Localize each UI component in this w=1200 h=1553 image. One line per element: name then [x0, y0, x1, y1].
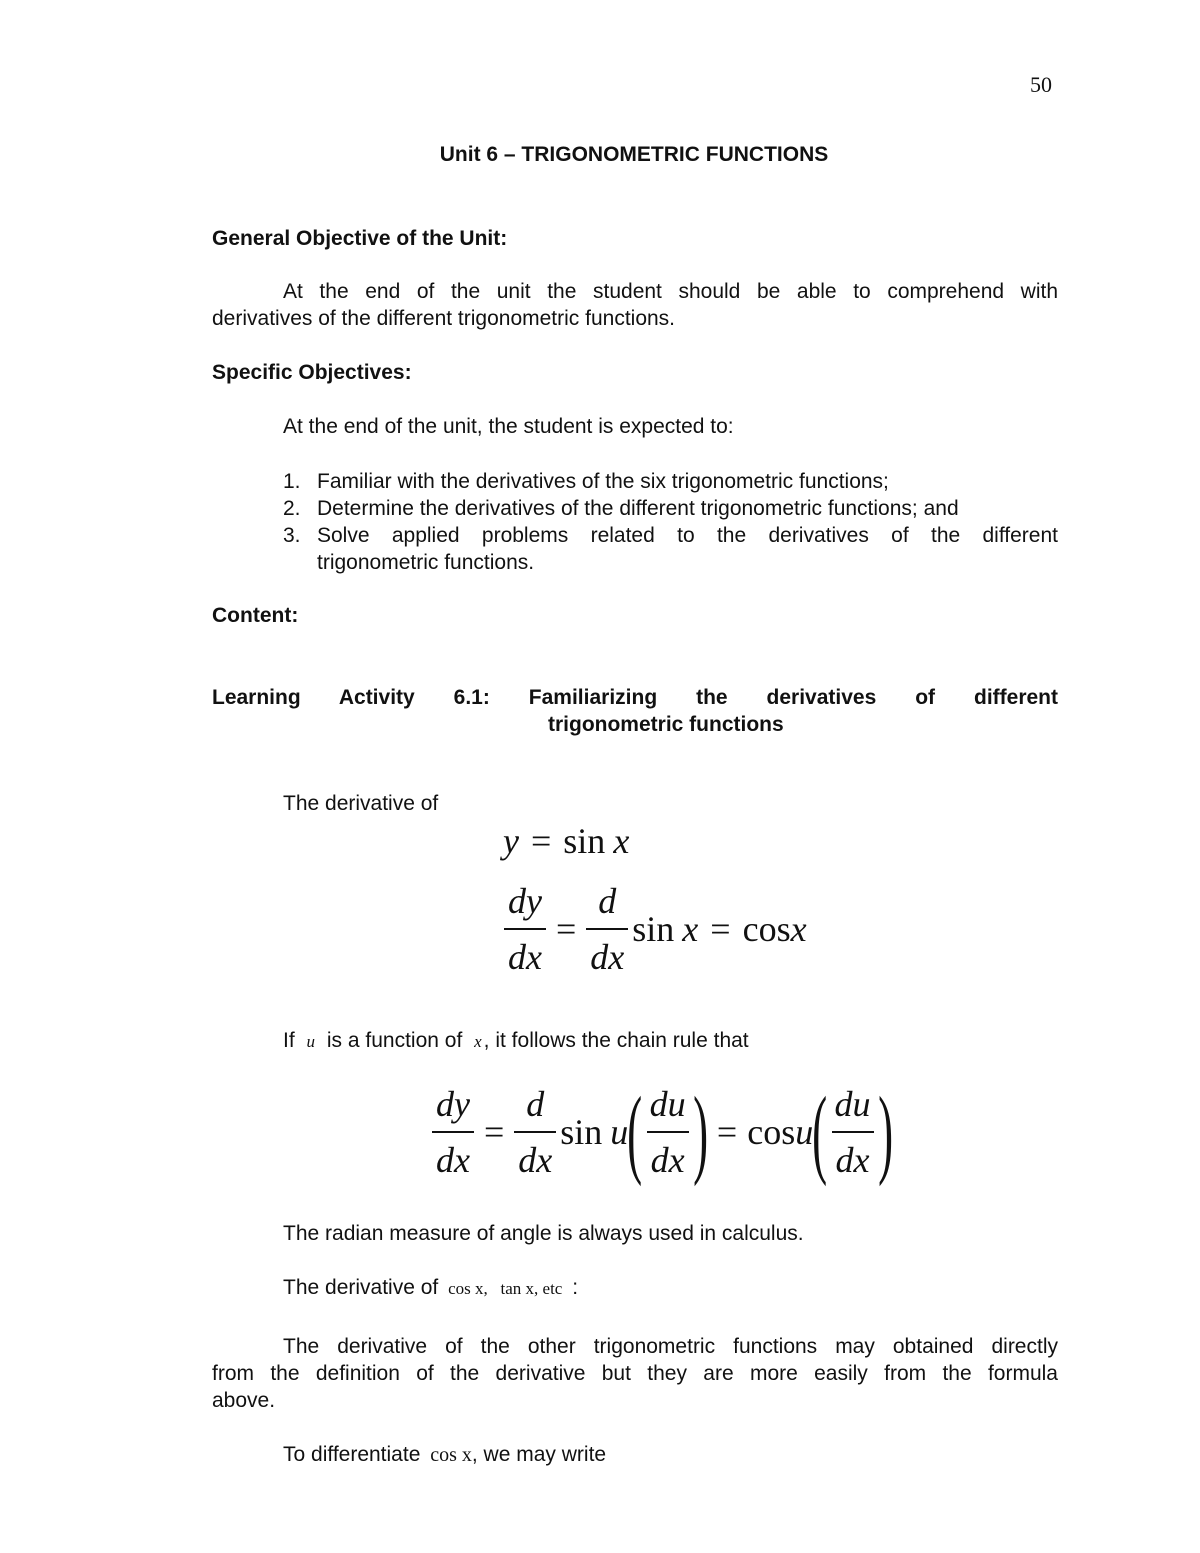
frac-numerator: dy	[436, 1084, 470, 1124]
left-paren-glyph: (	[627, 1076, 643, 1187]
specific-objectives-intro: At the end of the unit, the student is expected to:	[283, 415, 734, 438]
frac-numerator: du	[834, 1084, 871, 1124]
chain-rule-intro	[283, 1029, 749, 1053]
deriv-other-after: :	[572, 1276, 579, 1299]
list-item-text-line2: trigonometric functions.	[317, 551, 535, 574]
eq-equals: =	[555, 909, 577, 949]
paragraph-line1: The derivative of the other trigonometric functions may obtained directly	[283, 1335, 1058, 1358]
list-item-text-line1: Solve applied problems related to the derivatives of the different	[317, 524, 1058, 547]
general-objective-heading: General Objective of the Unit:	[212, 227, 508, 250]
eq-equals: =	[483, 1112, 505, 1152]
differentiate-math: cos x	[430, 1444, 472, 1466]
frac-denominator: dx	[832, 1131, 874, 1181]
list-item	[283, 468, 1058, 495]
equation-chain-rule	[428, 1076, 893, 1187]
chain-intro-after: , it follows the chain rule that	[483, 1029, 749, 1052]
frac-denominator: dx	[432, 1131, 474, 1181]
content-heading: Content:	[212, 604, 299, 627]
radian-note: The radian measure of angle is always used in calculus.	[283, 1222, 804, 1245]
eq-equals: =	[530, 821, 552, 861]
learning-activity-subheading: trigonometric functions	[548, 713, 784, 736]
fraction-du-dx	[831, 1083, 875, 1181]
paragraph-line3: above.	[212, 1389, 276, 1412]
eq-result-func: cos	[747, 1112, 796, 1152]
frac-numerator: dy	[508, 881, 542, 921]
differentiate-before: To differentiate	[283, 1443, 421, 1466]
fraction-d-dx	[514, 1083, 556, 1181]
list-item-text: Determine the derivatives of the different trigonometric functions; and	[317, 497, 959, 520]
frac-numerator: d	[526, 1084, 545, 1124]
fraction-d-dx	[586, 880, 628, 978]
list-item-number: 1.	[283, 470, 301, 493]
parenthesized-fraction	[627, 1076, 708, 1187]
eq-func: sin	[632, 909, 675, 949]
eq-result-var: x	[790, 909, 807, 949]
fraction-dy-dx	[504, 880, 546, 978]
eq-result-func: cos	[742, 909, 791, 949]
page-title: Unit 6 – TRIGONOMETRIC FUNCTIONS	[439, 143, 829, 166]
deriv-other-math: cos x, tan x, etc	[448, 1279, 563, 1298]
frac-numerator: d	[598, 881, 617, 921]
eq-func: sin	[563, 821, 606, 861]
fraction-dy-dx	[432, 1083, 474, 1181]
list-item	[283, 522, 1058, 576]
list-item	[283, 495, 1058, 522]
frac-denominator: dx	[514, 1131, 556, 1181]
differentiate-line	[283, 1443, 606, 1467]
objectives-list	[283, 468, 1058, 576]
chain-intro-x: x	[474, 1032, 482, 1051]
fraction-du-dx	[646, 1083, 690, 1181]
frac-denominator: dx	[586, 928, 628, 978]
differentiate-after: , we may write	[471, 1443, 607, 1466]
page-number: 50	[1030, 72, 1052, 97]
eq-equals: =	[710, 909, 731, 949]
eq-var: y	[503, 821, 519, 861]
deriv-other-before: The derivative of	[283, 1276, 439, 1299]
frac-denominator: dx	[647, 1131, 689, 1181]
parenthesized-fraction	[812, 1076, 893, 1187]
eq-equals: =	[716, 1112, 738, 1152]
learning-activity-heading: Learning Activity 6.1: Familiarizing the derivatives of different	[212, 686, 1058, 709]
equation-derivative-sin	[500, 880, 807, 978]
left-paren-glyph: (	[812, 1076, 828, 1187]
eq-var: x	[682, 909, 699, 949]
general-objective-line2: derivatives of the different trigonometric functions.	[212, 307, 676, 330]
chain-intro-u: u	[306, 1032, 316, 1051]
eq-var: x	[613, 821, 630, 861]
list-item-number: 2.	[283, 497, 301, 520]
paragraph-line2: from the definition of the derivative but they are more easily from the formula	[212, 1362, 1058, 1385]
eq-var: u	[610, 1112, 629, 1152]
general-objective-line1: At the end of the unit the student should be able to comprehend with	[283, 280, 1058, 303]
chain-intro-before: If	[283, 1029, 295, 1052]
derivative-other-line	[283, 1276, 578, 1300]
frac-numerator: du	[649, 1084, 686, 1124]
eq-func: sin	[560, 1112, 603, 1152]
frac-denominator: dx	[504, 928, 546, 978]
chain-intro-middle: is a function of	[326, 1029, 463, 1052]
specific-objectives-heading: Specific Objectives:	[212, 361, 412, 384]
right-paren-glyph: )	[692, 1076, 708, 1187]
equation-y-sin-x	[503, 820, 629, 862]
right-paren-glyph: )	[877, 1076, 893, 1187]
derivative-of-label: The derivative of	[283, 792, 439, 815]
list-item-number: 3.	[283, 524, 301, 547]
eq-result-var: u	[795, 1112, 814, 1152]
list-item-text: Familiar with the derivatives of the six trigonometric functions;	[317, 470, 889, 493]
